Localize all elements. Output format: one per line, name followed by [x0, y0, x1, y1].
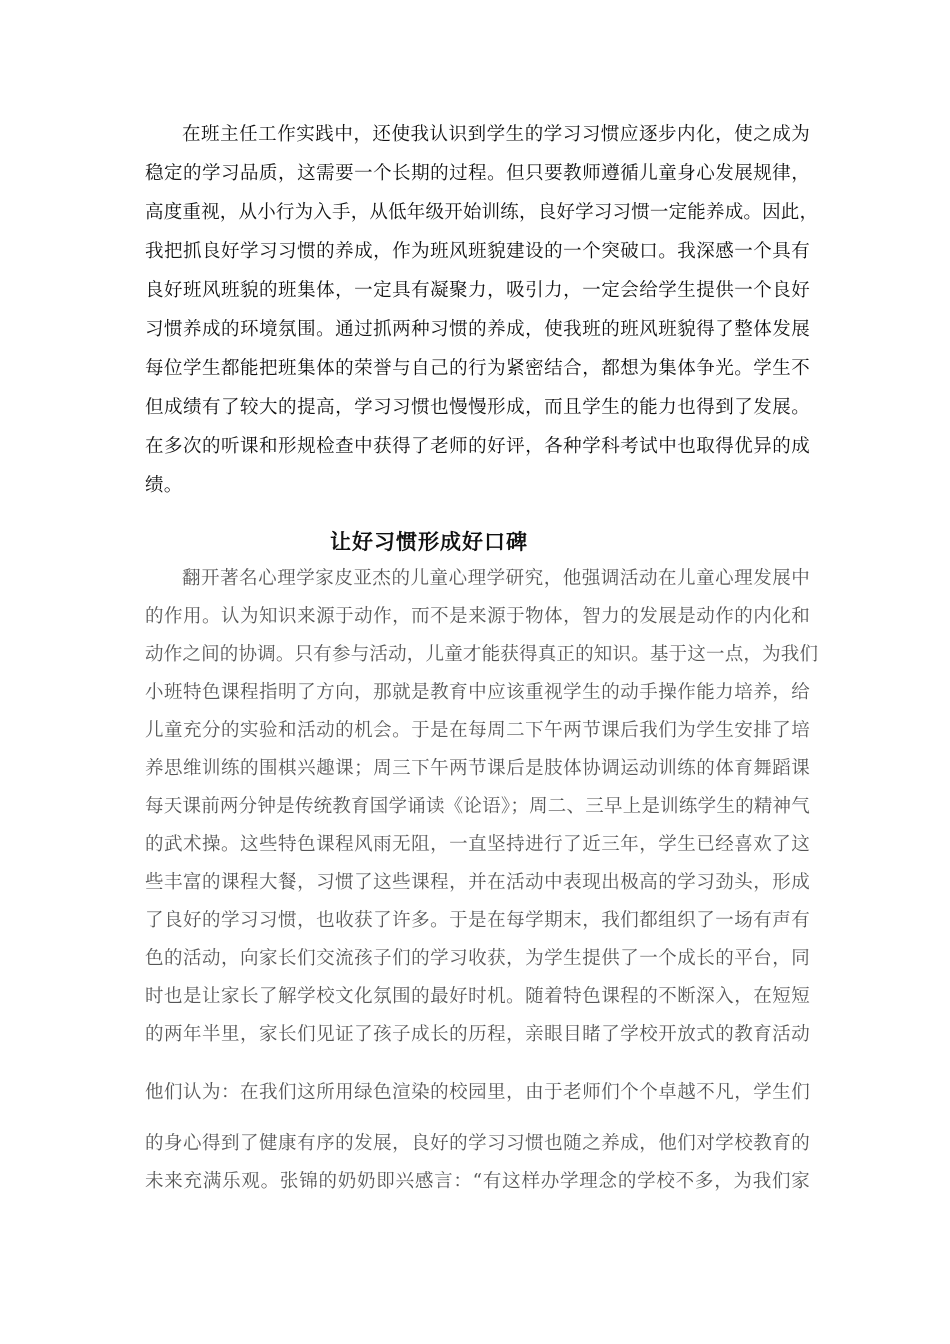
- text-line: 的作用。认为知识来源于动作，而不是来源于物体，智力的发展是动作的内化和: [145, 606, 810, 627]
- text-line: 翻开著名心理学家皮亚杰的儿童心理学研究，他强调活动在儿童心理发展中: [182, 568, 810, 589]
- text-line: 每天课前两分钟是传统教育国学诵读《论语》；周二、三早上是训练学生的精神气: [145, 796, 810, 817]
- text-line: 习惯养成的环境氛围。通过抓两种习惯的养成，使我班的班风班貌得了整体发展: [145, 319, 810, 340]
- text-line: 良好班风班貌的班集体，一定具有凝聚力，吸引力，一定会给学生提供一个良好: [145, 280, 810, 301]
- text-line: 的武术操。这些特色课程风雨无阻，一直坚持进行了近三年，学生已经喜欢了这: [145, 834, 810, 855]
- text-line: 了良好的学习习惯，也收获了许多。于是在每学期末，我们都组织了一场有声有: [145, 910, 810, 931]
- text-line: 他们认为：在我们这所用绿色渲染的校园里，由于老师们个个卓越不凡，学生们: [145, 1082, 810, 1103]
- text-line: 未来充满乐观。张锦的奶奶即兴感言：“有这样办学理念的学校不多，为我们家: [145, 1171, 810, 1192]
- text-line: 养思维训练的围棋兴趣课；周三下午两节课后是肢体协调运动训练的体育舞蹈课: [145, 758, 810, 779]
- text-line: 在多次的听课和形规检查中获得了老师的好评，各种学科考试中也取得优异的成: [145, 436, 810, 457]
- text-line: 绩。: [145, 475, 183, 496]
- text-line: 但成绩有了较大的提高，学习习惯也慢慢形成，而且学生的能力也得到了发展。: [145, 397, 810, 418]
- text-line: 我把抓良好学习习惯的养成，作为班风班貌建设的一个突破口。我深感一个具有: [145, 241, 810, 262]
- text-line: 的身心得到了健康有序的发展，良好的学习习惯也随之养成，他们对学校教育的: [145, 1133, 810, 1154]
- text-line: 儿童充分的实验和活动的机会。于是在每周二下午两节课后我们为学生安排了培: [145, 720, 810, 741]
- section-heading: 让好习惯形成好口碑: [330, 530, 528, 554]
- text-line: 色的活动，向家长们交流孩子们的学习收获，为学生提供了一个成长的平台，同: [145, 948, 810, 969]
- text-line: 在班主任工作实践中，还使我认识到学生的学习习惯应逐步内化，使之成为: [182, 124, 810, 145]
- text-line: 小班特色课程指明了方向，那就是教育中应该重视学生的动手操作能力培养，给: [145, 682, 810, 703]
- text-line: 的两年半里，家长们见证了孩子成长的历程，亲眼目睹了学校开放式的教育活动: [145, 1024, 810, 1045]
- text-line: 高度重视，从小行为入手，从低年级开始训练，良好学习习惯一定能养成。因此，: [145, 202, 819, 223]
- text-line: 些丰富的课程大餐，习惯了这些课程，并在活动中表现出极高的学习劲头，形成: [145, 872, 810, 893]
- text-line: 动作之间的协调。只有参与活动，儿童才能获得真正的知识。基于这一点，为我们: [145, 644, 819, 665]
- text-line: 时也是让家长了解学校文化氛围的最好时机。随着特色课程的不断深入，在短短: [145, 986, 810, 1007]
- text-line: 每位学生都能把班集体的荣誉与自己的行为紧密结合，都想为集体争光。学生不: [145, 358, 810, 379]
- text-line: 稳定的学习品质，这需要一个长期的过程。但只要教师遵循儿童身心发展规律，: [145, 163, 810, 184]
